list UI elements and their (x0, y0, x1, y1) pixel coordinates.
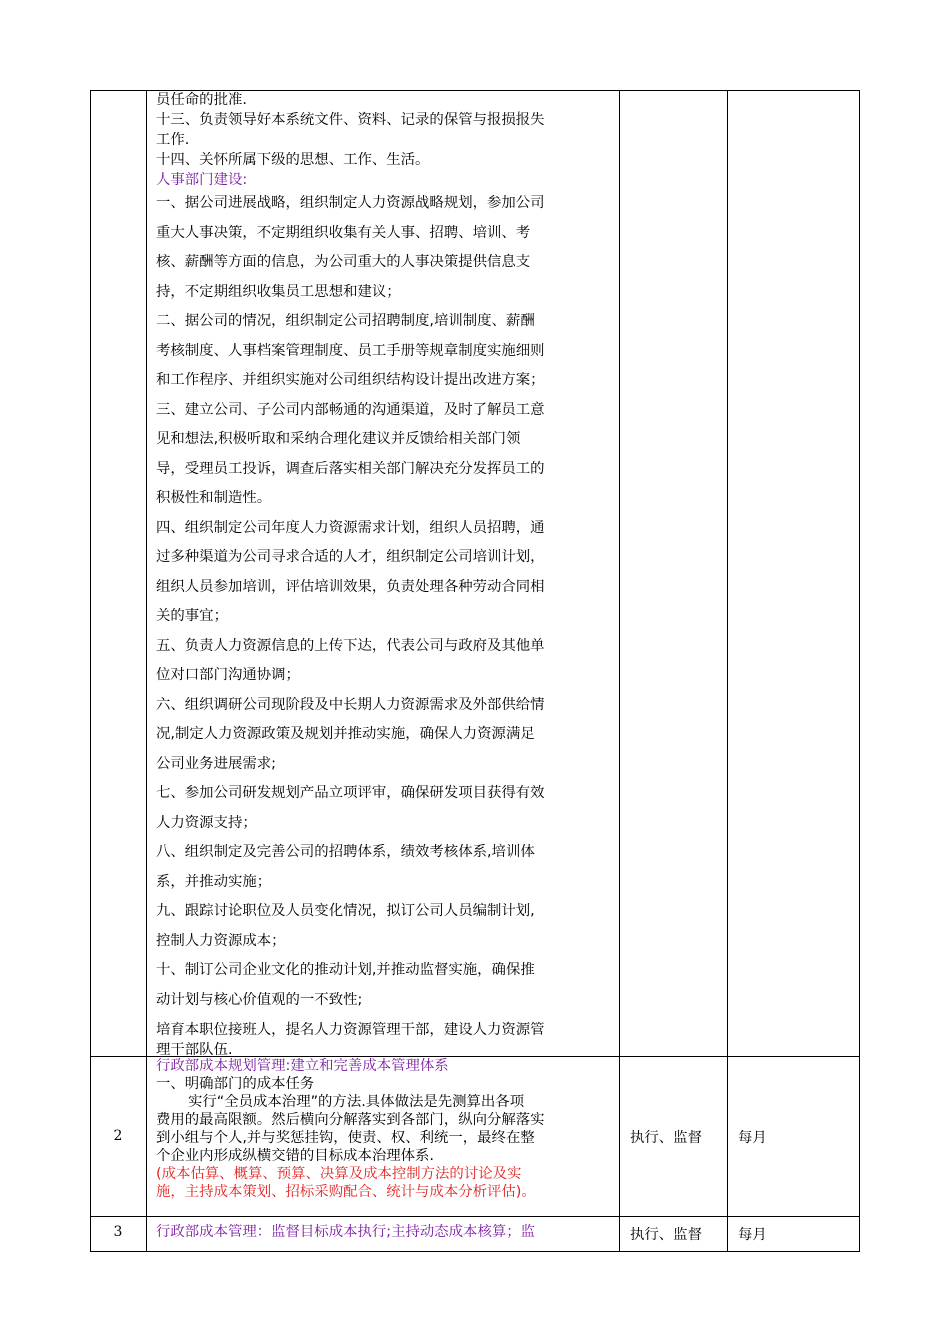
text-line: 见和想法,积极听取和采纳合理化建议并反馈给相关部门领 (156, 431, 521, 447)
text-line: 动计划与核心价值观的一不致性; (156, 991, 363, 1008)
text-line: 控制人力资源成本； (156, 932, 286, 949)
row-number: 3 (113, 1224, 123, 1240)
row2-content (156, 1057, 611, 1201)
frequency-cell: 每月 (738, 1130, 767, 1146)
row-title: 行政部成本管理：监督目标成本执行;主持动态成本核算；监 (156, 1224, 536, 1240)
row1-content (156, 90, 611, 1060)
role-cell: 执行、监督 (630, 1130, 702, 1146)
text-line: 员任命的批准. (156, 92, 247, 108)
text-line: 到小组与个人,并与奖惩挂钩，使责、权、利统一，最终在整 (156, 1130, 535, 1146)
text-line: 九、跟踪讨论职位及人员变化情况，拟订公司人员编制计划, (156, 903, 535, 919)
section-ending (156, 1020, 611, 1060)
row3-content (156, 1223, 611, 1241)
row-subtitle: 一、明确部门的成本任务 (156, 1076, 315, 1092)
table-border-right (859, 90, 860, 1252)
text-line: 况,制定人力资源政策及规划并推动实施，确保人力资源满足 (156, 726, 535, 742)
note-line: (成本估算、概算、预算、决算及成本控制方法的讨论及实 (156, 1166, 522, 1182)
text-line: 人力资源支持； (156, 814, 257, 831)
text-line: 工作. (156, 132, 190, 148)
text-line: 八、组织制定及完善公司的招聘体系，绩效考核体系,培训体 (156, 844, 535, 860)
text-line: 二、据公司的情况，组织制定公司招聘制度,培训制度、薪酬 (156, 313, 535, 329)
column-divider-2 (619, 90, 620, 1252)
text-line: 关的事宜； (156, 608, 228, 624)
text-line: 理干部队伍. (156, 1042, 233, 1058)
section-body (156, 189, 611, 1015)
section-heading: 人事部门建设: (156, 172, 248, 188)
text-line: 五、负责人力资源信息的上传下达，代表公司与政府及其他单 (156, 637, 545, 654)
text-line: 三、建立公司、子公司内部畅通的沟通渠道，及时了解员工意 (156, 401, 545, 418)
text-line: 持，不定期组织收集员工思想和建议； (156, 283, 401, 300)
row-number: 2 (113, 1128, 123, 1144)
text-line: 积极性和制造性。 (156, 490, 272, 506)
text-line: 十、制订公司企业文化的推动计划,并推动监督实施，确保推 (156, 962, 535, 978)
frequency-cell: 每月 (738, 1227, 767, 1243)
text-line: 费用的最高限额。然后横向分解落实到各部门，纵向分解落实 (156, 1112, 545, 1128)
text-line: 七、参加公司研发规划产品立项评审，确保研发项目获得有效 (156, 785, 545, 801)
text-line: 六、组织调研公司现阶段及中长期人力资源需求及外部供给情 (156, 696, 545, 713)
text-line: 和工作程序、并组织实施对公司组织结构设计提出改进方案； (156, 372, 545, 388)
text-line: 十四、关怀所属下级的思想、工作、生活。 (156, 152, 430, 168)
role-cell: 执行、监督 (630, 1227, 702, 1243)
text-line: 核、薪酬等方面的信息，为公司重大的人事决策提供信息支 (156, 254, 531, 270)
text-line: 个企业内形成纵横交错的目标成本治理体系. (156, 1148, 434, 1164)
text-line: 公司业务进展需求; (156, 755, 276, 772)
text-line: 四、组织制定公司年度人力资源需求计划，组织人员招聘，通 (156, 519, 545, 536)
table-border-bottom (90, 1251, 860, 1252)
column-divider-1 (146, 90, 147, 1252)
responsibility-table (90, 90, 860, 1252)
row-divider-2 (90, 1216, 860, 1217)
text-line: 位对口部门沟通协调； (156, 667, 300, 683)
text-line: 考核制度、人事档案管理制度、员工手册等规章制度实施细则 (156, 342, 545, 359)
text-line: 培育本职位接班人，提名人力资源管理干部，建设人力资源管 (156, 1022, 545, 1038)
note-line: 施，主持成本策划、招标采购配合、统计与成本分析评估)。 (156, 1184, 536, 1200)
text-line: 导，受理员工投诉，调查后落实相关部门解决充分发挥员工的 (156, 460, 545, 477)
text-line: 重大人事决策，不定期组织收集有关人事、招聘、培训、考 (156, 224, 531, 241)
text-line: 组织人员参加培训，评估培训效果，负责处理各种劳动合同相 (156, 578, 545, 595)
row-title: 行政部成本规划管理:建立和完善成本管理体系 (156, 1058, 449, 1074)
column-divider-3 (727, 90, 728, 1252)
text-line: 实行“全员成本治理”的方法.具体做法是先测算出各项 (188, 1094, 525, 1110)
text-line: 过多种渠道为公司寻求合适的人才，组织制定公司培训计划， (156, 549, 545, 565)
text-line: 一、据公司进展战略，组织制定人力资源战略规划，参加公司 (156, 195, 545, 211)
table-border-left (90, 90, 91, 1252)
text-line: 系，并推动实施； (156, 873, 272, 890)
text-line: 十三、负责领导好本系统文件、资料、记录的保管与报损报失 (156, 112, 545, 128)
